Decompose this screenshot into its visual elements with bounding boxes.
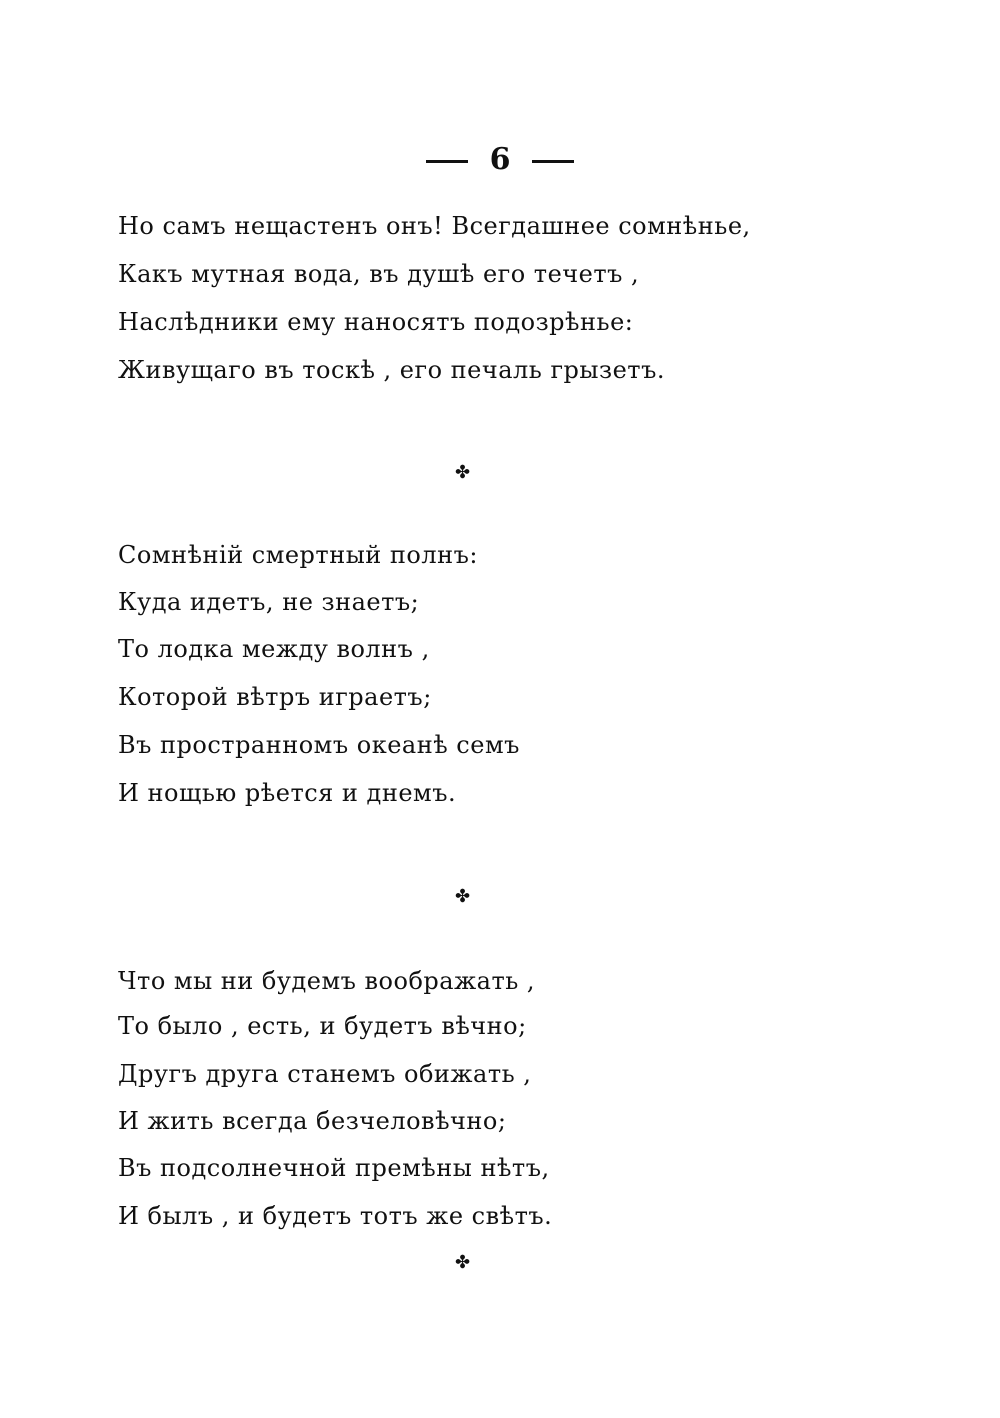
verse-line: Что мы ни будемъ воображать , (118, 967, 536, 995)
page-number-header (0, 142, 1000, 177)
verse-line: И жить всегда безчеловѣчно; (118, 1107, 507, 1135)
verse-line: Но самъ нещастенъ онъ! Всегдашнее сомнѣнье, (118, 212, 751, 240)
ornament-icon: ✤ (455, 886, 471, 907)
verse-line: И нощью рѣется и днемъ. (118, 779, 457, 807)
verse-line: И былъ , и будетъ тотъ же свѣтъ. (118, 1202, 553, 1230)
ornament-icon: ✤ (455, 1252, 471, 1273)
verse-line: То было , есть, и будетъ вѣчно; (118, 1012, 527, 1040)
verse-line: Въ подсолнечной премѣны нѣтъ, (118, 1154, 550, 1182)
verse-line: Въ пространномъ океанѣ семъ (118, 731, 520, 759)
verse-line: Какъ мутная вода, въ душѣ его течетъ , (118, 260, 640, 288)
verse-line: Которой вѣтръ играетъ; (118, 683, 432, 711)
verse-line: Наслѣдники ему наносятъ подозрѣнье: (118, 308, 634, 336)
verse-line: Сомнѣній смертный полнъ: (118, 541, 478, 569)
verse-line: То лодка между волнъ , (118, 635, 430, 663)
verse-line: Живущаго въ тоскѣ , его печаль грызетъ. (118, 356, 665, 384)
dash-right (532, 160, 574, 163)
verse-line: Куда идетъ, не знаетъ; (118, 588, 420, 616)
page-number: 6 (489, 142, 511, 177)
ornament-icon: ✤ (455, 462, 471, 483)
dash-left (426, 160, 468, 163)
verse-line: Другъ друга станемъ обижать , (118, 1060, 532, 1088)
